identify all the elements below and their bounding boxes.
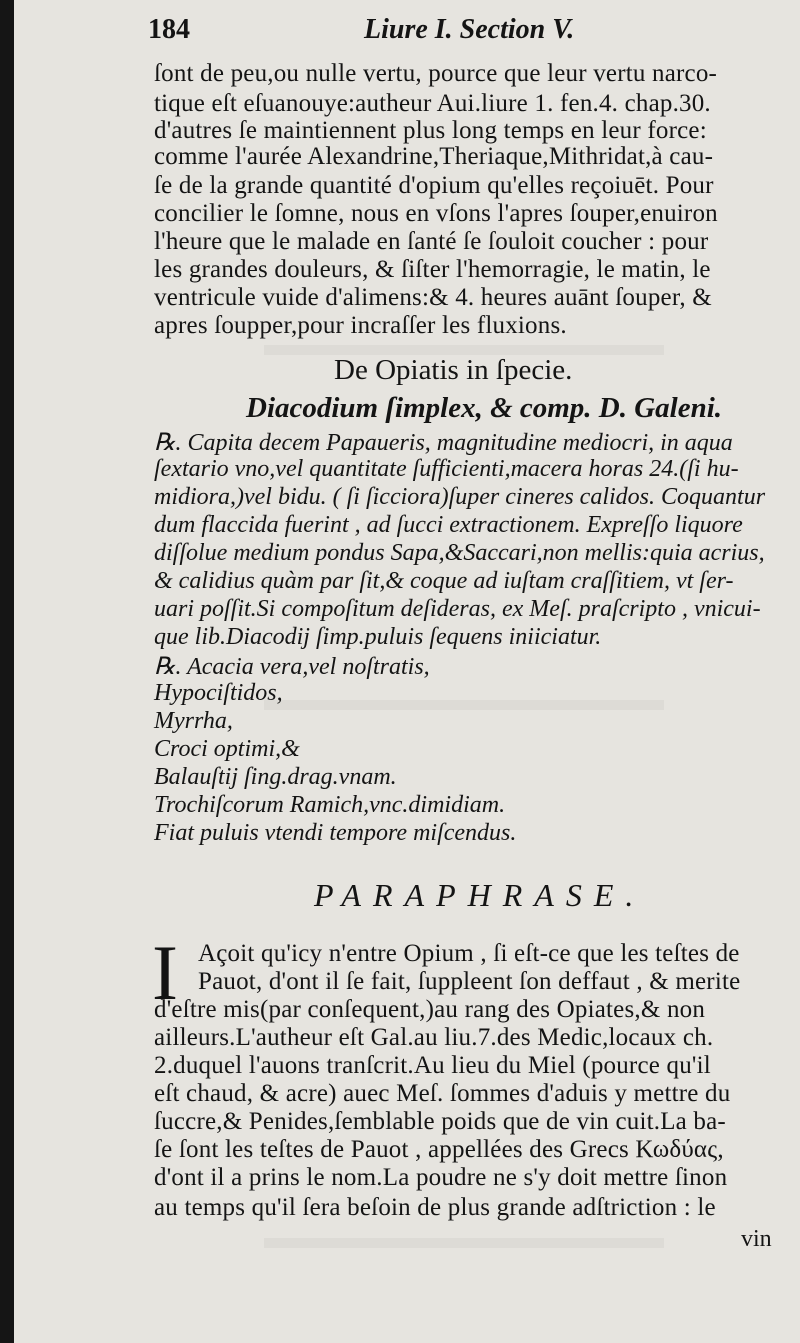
text-line: ailleurs.L'autheur eſt Gal.au liu.7.des Medic,locaux ch.: [154, 1024, 714, 1051]
text-line: au temps qu'il ſera beſoin de plus grande adſtriction : le: [154, 1194, 716, 1221]
running-title: Liure I. Section V.: [364, 14, 575, 45]
recipe-line: Fiat puluis vtendi tempore miſcendus.: [154, 820, 517, 846]
section-title: De Opiatis in ſpecie.: [334, 354, 573, 386]
recipe-line: Croci optimi,&: [154, 736, 300, 762]
text-line: apres ſoupper,pour incraſſer les fluxions.: [154, 312, 567, 339]
text-line: ſe ſont les teſtes de Pauot , appellées des Grecs Κωδύας,: [154, 1136, 724, 1163]
text-line: concilier le ſomne, nous en vſons l'apres ſouper,enuiron: [154, 200, 718, 227]
catchword: vin: [741, 1226, 772, 1252]
text-line: ſont de peu,ou nulle vertu, pource que leur vertu narco-: [154, 60, 718, 87]
section-subtitle: Diacodium ſimplex, & comp. D. Galeni.: [246, 392, 723, 424]
bleed-through: [264, 700, 664, 710]
text-line: Pauot, d'ont il ſe fait, ſuppleent ſon deffaut , & merite: [198, 968, 741, 995]
text-line: ventricule vuide d'alimens:& 4. heures auānt ſouper, &: [154, 284, 712, 311]
text-line: eſt chaud, & acre) auec Meſ. ſommes d'aduis y mettre du: [154, 1080, 731, 1107]
text-line: 2.duquel l'auons tranſcrit.Au lieu du Miel (pource qu'il: [154, 1052, 711, 1079]
drop-cap: I: [152, 929, 178, 1016]
recipe-line: que lib.Diacodij ſimp.puluis ſequens iniiciatur.: [154, 624, 602, 650]
recipe-line: uari poſſit.Si compoſitum deſideras, ex Meſ. praſcripto , vnicui-: [154, 596, 761, 622]
text-line: d'autres ſe maintiennent plus long temps en leur force:: [154, 117, 707, 144]
bleed-through: [264, 1238, 664, 1248]
recipe-line: dum flaccida fuerint , ad ſucci extractionem. Expreſſo liquore: [154, 512, 743, 538]
recipe-line: Myrrha,: [154, 708, 233, 734]
text-line: d'eſtre mis(par conſequent,)au rang des Opiates,& non: [154, 996, 706, 1023]
text-line: les grandes douleurs, & ſiſter l'hemorragie, le matin, le: [154, 256, 711, 283]
book-page: [14, 0, 800, 1343]
recipe-line: ℞. Capita decem Papaueris, magnitudine mediocri, in aqua: [154, 430, 733, 456]
recipe-line: Balauſtij ſing.drag.vnam.: [154, 764, 397, 790]
recipe-line: Trochiſcorum Ramich,vnc.dimidiam.: [154, 792, 506, 818]
text-line: tique eſt eſuanouye:autheur Aui.liure 1. fen.4. chap.30.: [154, 90, 711, 117]
text-line: d'ont il a prins le nom.La poudre ne s'y doit mettre ſinon: [154, 1164, 728, 1191]
recipe-line: Hypociſtidos,: [154, 680, 283, 706]
recipe-line: diſſolue medium pondus Sapa,&Saccari,non mellis:quia acrius,: [154, 540, 765, 566]
recipe-line: ſextario vno,vel quantitate ſufficienti,macera horas 24.(ſi hu-: [154, 456, 739, 482]
text-line: ſuccre,& Penides,ſemblable poids que de vin cuit.La ba-: [154, 1108, 726, 1135]
text-line: comme l'aurée Alexandrine,Theriaque,Mithridat,à cau-: [154, 143, 714, 170]
recipe-line: midiora,)vel bidu. ( ſi ſicciora)ſuper cineres calidos. Coquantur: [154, 484, 766, 510]
text-line: l'heure que le malade en ſanté ſe ſouloit coucher : pour: [154, 228, 709, 255]
recipe-line: ℞. Acacia vera,vel noſtratis,: [154, 654, 430, 680]
text-line: Açoit qu'icy n'entre Opium , ſi eſt-ce que les teſtes de: [198, 940, 740, 967]
recipe-line: & calidius quàm par ſit,& coque ad iuſtam craſſitiem, vt ſer-: [154, 568, 734, 594]
page-number: 184: [148, 14, 190, 45]
text-line: ſe de la grande quantité d'opium qu'elles reçoiuēt. Pour: [154, 172, 714, 199]
paraphrase-heading: PARAPHRASE.: [314, 877, 646, 913]
